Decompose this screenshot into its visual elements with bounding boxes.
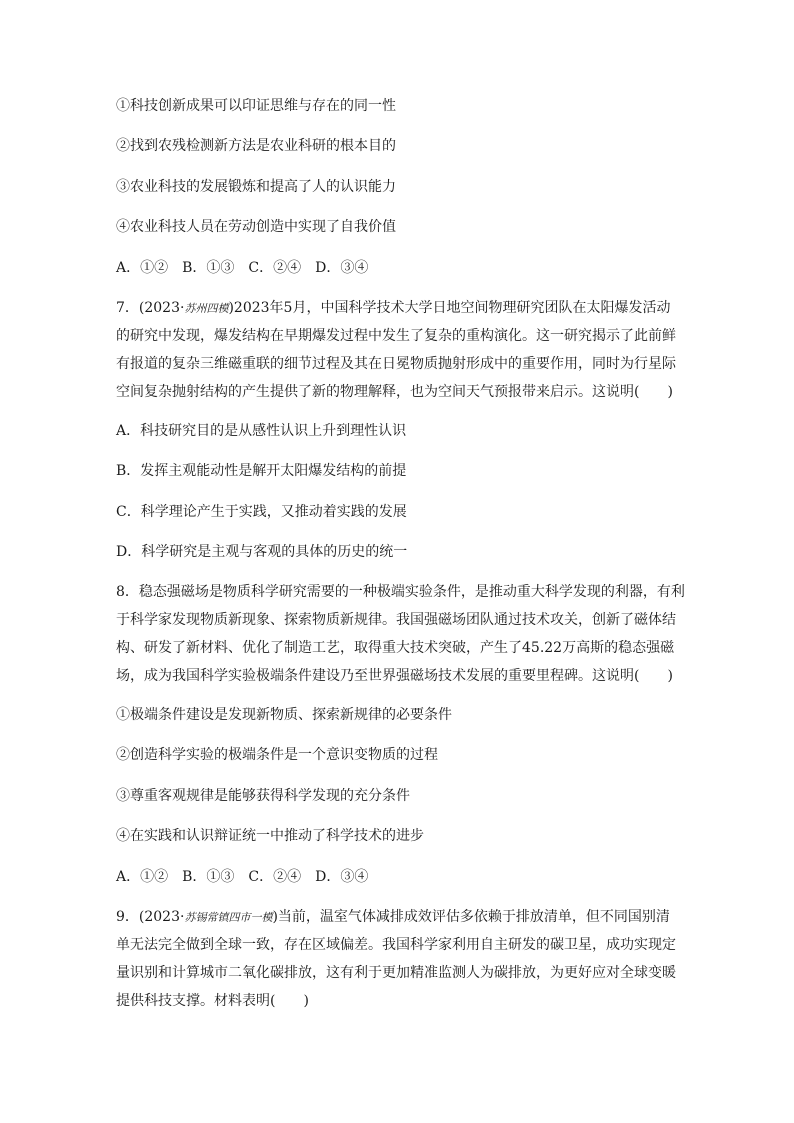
- q8-statement-2: ②创造科学实验的极端条件是一个意识变物质的过程: [116, 747, 438, 763]
- q6-statement-1: ①科技创新成果可以印证思维与存在的同一性: [116, 98, 396, 114]
- q7-stem-line-1: [116, 298, 670, 319]
- q8-statement-4: ④在实践和认识辩证统一中推动了科学技术的进步: [116, 828, 424, 844]
- q7-source: 苏州四模: [184, 302, 229, 315]
- q9-stem-line-3: 量识别和计算城市二氧化碳排放，这有利于更加精准监测人为碳排放，为更好应对全球变暖: [116, 965, 676, 981]
- q7-stem-line-2: 的研究中发现，爆发结构在早期爆发过程中发生了复杂的重构演化。这一研究揭示了此前鲜: [116, 328, 676, 344]
- q7-stem-line-4: 空间复杂抛射结构的产生提供了新的物理解释，也为空间天气预报带来启示。这说明( ): [116, 384, 673, 400]
- q9-stem-line-1: [116, 907, 670, 928]
- q7-choice-c: C．科学理论产生于实践，又推动着实践的发展: [116, 504, 407, 520]
- q8-statement-1: ①极端条件建设是发现新物质、探索新规律的必要条件: [116, 707, 452, 723]
- q6-statement-3: ③农业科技的发展锻炼和提高了人的认识能力: [116, 179, 396, 195]
- q7-choice-b: B．发挥主观能动性是解开太阳爆发结构的前提: [116, 463, 407, 479]
- q7-choice-d: D．科学研究是主观与客观的具体的历史的统一: [116, 544, 408, 560]
- q8-stem-line-4: 场，成为我国科学实验极端条件建设乃至世界强磁场技术发展的重要里程碑。这说明( ): [116, 668, 673, 684]
- q7-stem-text-1: )2023年5月，中国科学技术大学日地空间物理研究团队在太阳爆发活动: [228, 300, 671, 316]
- q7-stem-line-3: 有报道的复杂三维磁重联的细节过程及其在日冕物质抛射形成中的重要作用，同时为行星际: [116, 356, 676, 372]
- q9-stem-line-4: 提供科技支撑。材料表明( ): [116, 993, 309, 1009]
- q8-stem-line-2: 于科学家发现物质新现象、探索物质新规律。我国强磁场团队通过技术攻关，创新了磁体结: [116, 612, 676, 628]
- q9-number: 9．(2023·: [116, 909, 185, 925]
- q9-source: 苏锡常镇四市一模: [184, 911, 273, 924]
- q8-stem-line-1: 8．稳态强磁场是物质科学研究需要的一种极端实验条件，是推动重大科学发现的利器，有利: [116, 584, 685, 600]
- q8-statement-3: ③尊重客观规律是能够获得科学发现的充分条件: [116, 788, 410, 804]
- q7-choice-a: A．科技研究目的是从感性认识上升到理性认识: [116, 423, 407, 439]
- q6-statement-2: ②找到农残检测新方法是农业科研的根本目的: [116, 138, 396, 154]
- q9-stem-text-1: )当前，温室气体减排成效评估多依赖于排放清单，但不同国别清: [272, 909, 670, 925]
- q7-number: 7．(2023·: [116, 300, 185, 316]
- q6-options: A．①② B．①③ C．②④ D．③④: [116, 260, 369, 276]
- q8-stem-line-3: 构、研发了新材料、优化了制造工艺，取得重大技术突破，产生了45.22万高斯的稳态强磁: [116, 640, 675, 656]
- q8-options: A．①② B．①③ C．②④ D．③④: [116, 869, 369, 885]
- q6-statement-4: ④农业科技人员在劳动创造中实现了自我价值: [116, 219, 396, 235]
- q9-stem-line-2: 单无法完全做到全球一致，存在区域偏差。我国科学家利用自主研发的碳卫星，成功实现定: [116, 937, 676, 953]
